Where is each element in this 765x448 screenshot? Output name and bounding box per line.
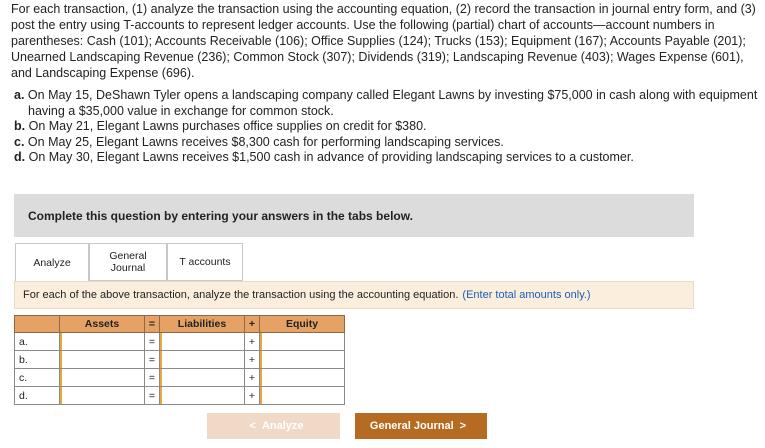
equity-input-cell[interactable] xyxy=(260,387,345,405)
row-label: c. xyxy=(15,369,60,387)
transaction-item xyxy=(14,88,762,119)
transaction-item xyxy=(14,150,762,166)
equals-sign: = xyxy=(145,387,160,405)
transaction-text: On May 15, DeShawn Tyler opens a landscaping company called Elegant Lawns by investing $75,000 in cash along with equipment having a $35,000 value in exchange for common stock. xyxy=(27,88,758,118)
assets-input[interactable] xyxy=(60,334,144,349)
table-header-row xyxy=(15,316,345,333)
transaction-letter: d. xyxy=(14,150,26,164)
transaction-text: On May 30, Elegant Lawns receives $1,500 cash in advance of providing landscaping services to a customer. xyxy=(28,150,634,164)
equals-sign: = xyxy=(145,369,160,387)
tab-label: General Journal xyxy=(109,250,147,274)
table-row xyxy=(15,333,345,351)
table-row xyxy=(15,369,345,387)
liabilities-input-cell[interactable] xyxy=(160,333,245,351)
transaction-letter: a. xyxy=(14,88,25,102)
question-intro: For each transaction, (1) analyze the transaction using the accounting equation, (2) record the transaction in journal entry form, and (3) post the entry using T-accounts to represent ledger accounts. Use the following (partial) chart of accounts—account numbers in parentheses: Cash (101); Accounts Receivable (106); Office Supplies (124); Trucks (153); Equipment (167); Accounts Payable (201); Unearned Landscaping Revenue (236); Common Stock (307); Dividends (319); Landscaping Revenue (403); Wages Expense (601), and Landscaping Expense (696). xyxy=(11,2,756,80)
tab-analyze[interactable] xyxy=(15,243,89,283)
header-blank xyxy=(15,316,60,333)
next-general-journal-button[interactable] xyxy=(355,413,487,439)
transaction-letter: b. xyxy=(14,119,26,133)
liabilities-input-cell[interactable] xyxy=(160,351,245,369)
tab-label: T accounts xyxy=(179,256,231,268)
equals-sign: = xyxy=(145,333,160,351)
table-row xyxy=(15,351,345,369)
transaction-text: On May 21, Elegant Lawns purchases office supplies on credit for $380. xyxy=(28,119,427,133)
prev-button-label: Analyze xyxy=(261,420,304,432)
header-assets: Assets xyxy=(60,316,145,333)
assets-input-cell[interactable] xyxy=(60,387,145,405)
instructions-banner: Complete this question by entering your answers in the tabs below. xyxy=(14,194,694,237)
liabilities-input-cell[interactable] xyxy=(160,387,245,405)
instruction-note: (Enter total amounts only.) xyxy=(462,289,591,301)
tab-label: Analyze xyxy=(33,257,71,269)
plus-sign: + xyxy=(245,351,260,369)
assets-input-cell[interactable] xyxy=(60,369,145,387)
header-equity: Equity xyxy=(260,316,345,333)
equals-sign: = xyxy=(145,351,160,369)
assets-input-cell[interactable] xyxy=(60,333,145,351)
equity-input[interactable] xyxy=(260,352,344,367)
transaction-list xyxy=(14,88,762,166)
assets-input[interactable] xyxy=(60,388,144,403)
liabilities-input-cell[interactable] xyxy=(160,369,245,387)
table-row xyxy=(15,387,345,405)
header-liabilities: Liabilities xyxy=(160,316,245,333)
next-button-label: General Journal xyxy=(369,420,454,432)
accounting-equation-table xyxy=(14,315,345,405)
transaction-item xyxy=(14,119,762,135)
tab-instruction xyxy=(14,281,694,309)
liabilities-input[interactable] xyxy=(160,370,244,385)
transaction-letter: c. xyxy=(14,134,25,149)
plus-sign: + xyxy=(245,333,260,351)
plus-sign: + xyxy=(245,369,260,387)
row-label: d. xyxy=(15,387,60,405)
assets-input[interactable] xyxy=(60,352,144,367)
transaction-item xyxy=(14,135,762,151)
liabilities-input[interactable] xyxy=(160,334,244,349)
tab-bar xyxy=(15,243,243,281)
equity-input[interactable] xyxy=(260,388,344,403)
transaction-text: On May 25, Elegant Lawns receives $8,300 cash for performing landscaping services. xyxy=(27,134,504,149)
plus-sign: + xyxy=(245,387,260,405)
row-label: a. xyxy=(15,333,60,351)
liabilities-input[interactable] xyxy=(160,352,244,367)
equity-input-cell[interactable] xyxy=(260,351,345,369)
tab-general-journal[interactable] xyxy=(89,243,167,281)
chevron-left-icon: < xyxy=(249,420,256,432)
assets-input-cell[interactable] xyxy=(60,351,145,369)
equity-input-cell[interactable] xyxy=(260,369,345,387)
instruction-text: For each of the above transaction, analyze the transaction using the accounting equation. xyxy=(23,289,459,301)
equity-input-cell[interactable] xyxy=(260,333,345,351)
prev-analyze-button[interactable] xyxy=(207,413,340,439)
assets-input[interactable] xyxy=(60,370,144,385)
equity-input[interactable] xyxy=(260,370,344,385)
tab-t-accounts[interactable] xyxy=(167,243,243,281)
liabilities-input[interactable] xyxy=(160,388,244,403)
row-label: b. xyxy=(15,351,60,369)
chevron-right-icon: > xyxy=(459,420,467,432)
header-plus: + xyxy=(245,316,260,333)
equity-input[interactable] xyxy=(260,334,344,349)
header-equals: = xyxy=(145,316,160,333)
